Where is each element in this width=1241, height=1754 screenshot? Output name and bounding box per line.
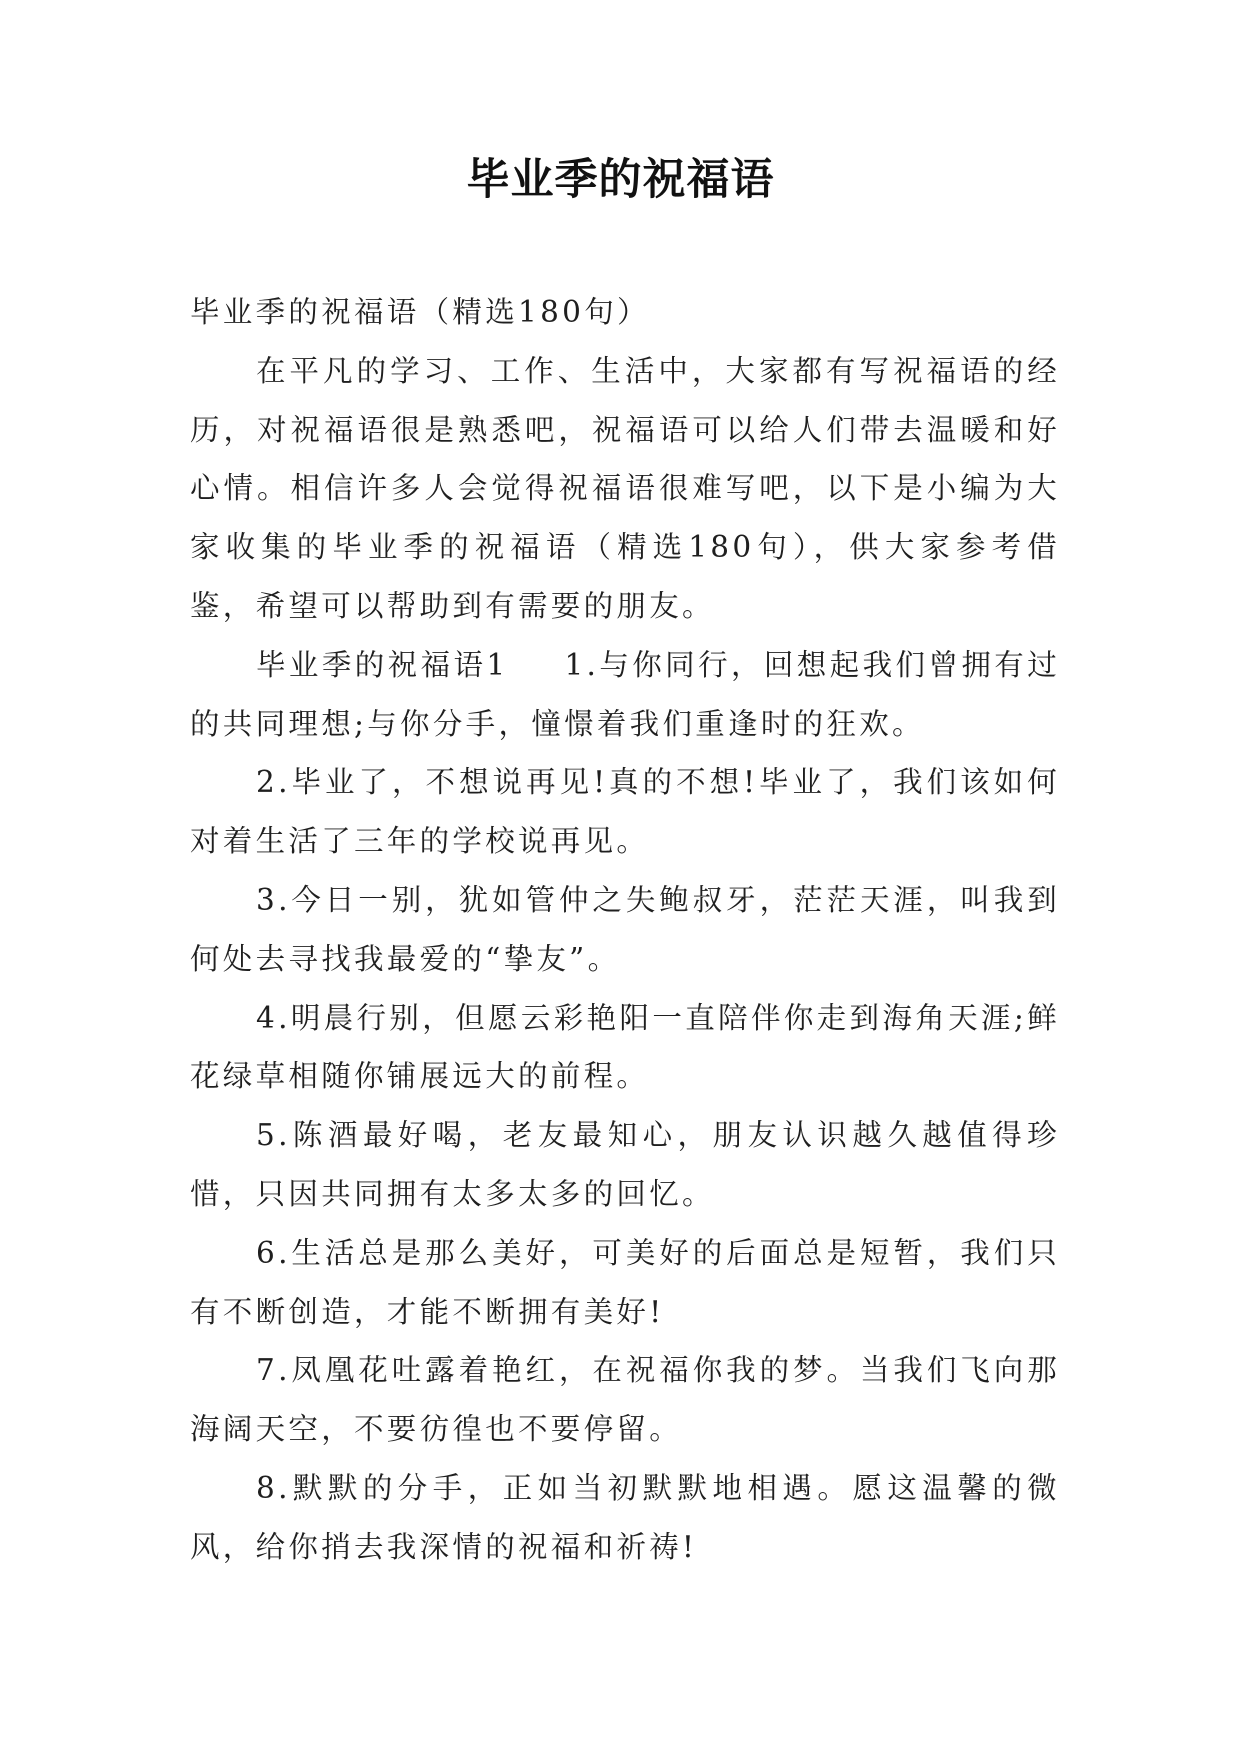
list-item: 4.明晨行别，但愿云彩艳阳一直陪伴你走到海角天涯;鲜花绿草相随你铺展远大的前程。 [190,1000,1060,1094]
list-item: 8.默默的分手，正如当初默默地相遇。愿这温馨的微风，给你捎去我深情的祝福和祈祷! [190,1470,1060,1564]
document-subtitle: 毕业季的祝福语（精选180句） [190,295,650,329]
list-item: 7.凤凰花吐露着艳红，在祝福你我的梦。当我们飞向那海阔天空，不要彷徨也不要停留。 [190,1353,1060,1447]
list-item: 2.毕业了，不想说再见!真的不想!毕业了，我们该如何对着生活了三年的学校说再见。 [190,765,1060,859]
section-first-paragraph [190,636,1060,754]
list-item: 1.与你同行，回想起我们曾拥有过的共同理想;与你分手，憧憬着我们重逢时的狂欢。 [190,647,1060,741]
intro-paragraph: 在平凡的学习、工作、生活中，大家都有写祝福语的经历，对祝福语很是熟悉吧，祝福语可以给人们带去温暖和好心情。相信许多人会觉得祝福语很难写吧，以下是小编为大家收集的毕业季的祝福语（精选180句），供大家参考借鉴，希望可以帮助到有需要的朋友。 [190,353,1060,623]
document-body [190,283,1060,1577]
list-item: 3.今日一别，犹如管仲之失鲍叔牙，茫茫天涯，叫我到何处去寻找我最爱的“挚友”。 [190,882,1060,976]
list-item: 5.陈酒最好喝，老友最知心，朋友认识越久越值得珍惜，只因共同拥有太多太多的回忆。 [190,1118,1060,1211]
section-heading: 毕业季的祝福语1 [256,647,509,682]
document-title: 毕业季的祝福语 [466,155,775,205]
list-item: 6.生活总是那么美好，可美好的后面总是短暂，我们只有不断创造，才能不断拥有美好! [190,1235,1060,1329]
